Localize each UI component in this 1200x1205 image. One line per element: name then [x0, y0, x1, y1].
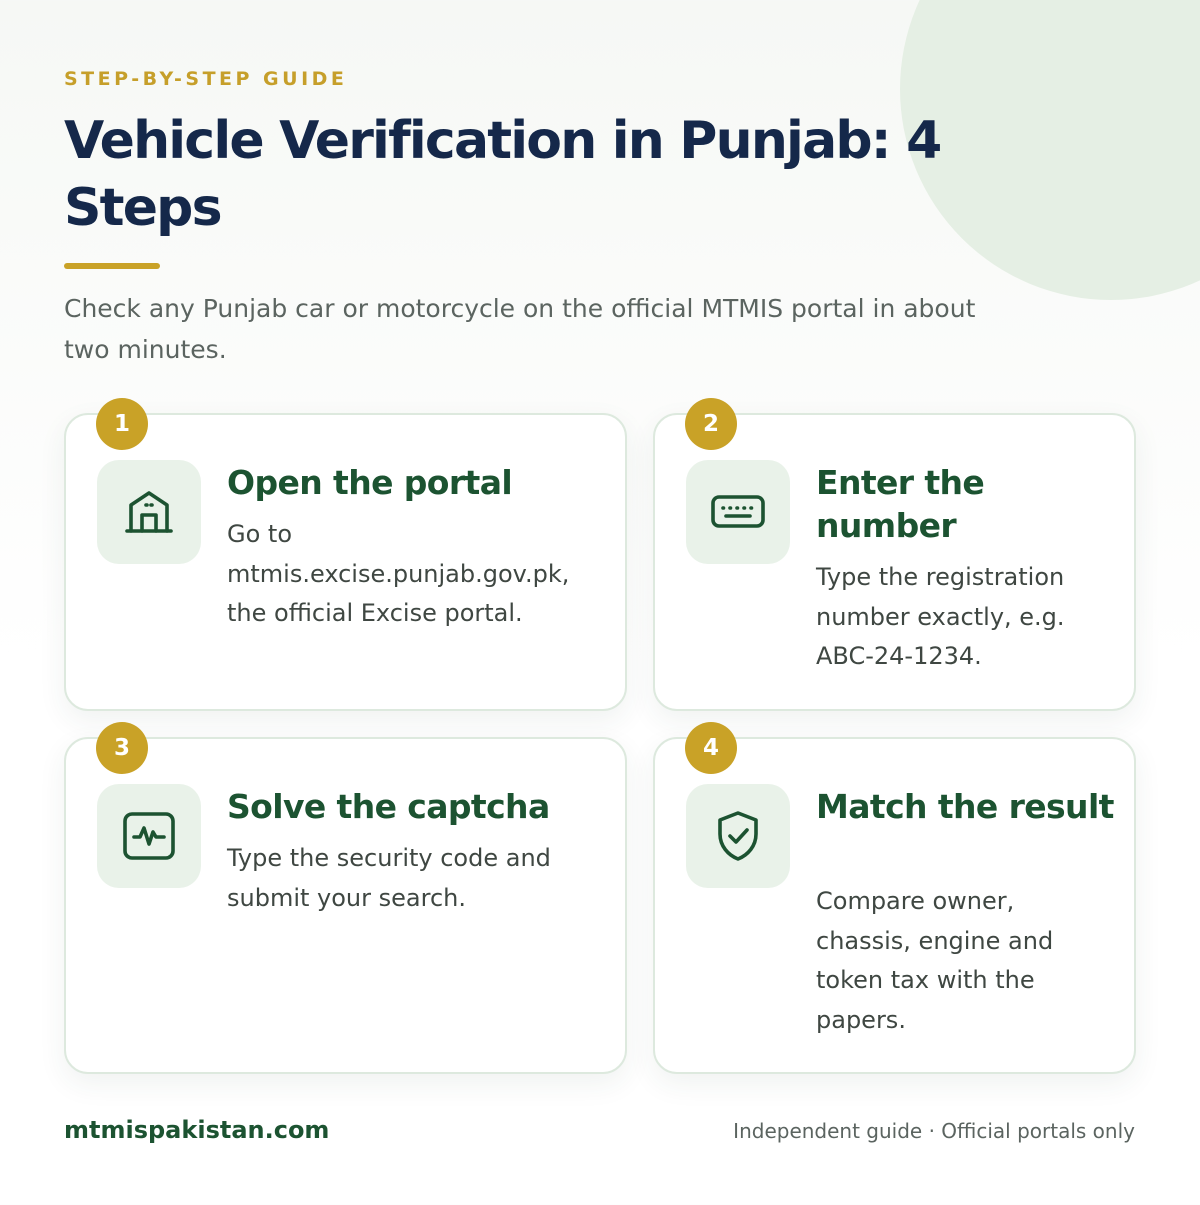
shield-check-icon — [710, 808, 766, 864]
step-card-4 — [653, 737, 1136, 1074]
footer-disclaimer: Independent guide · Official portals only — [733, 1119, 1135, 1143]
icon-tile — [97, 460, 201, 564]
footer-site-link[interactable]: mtmispakistan.com — [64, 1116, 330, 1144]
icon-tile — [686, 460, 790, 564]
title-underline — [64, 263, 160, 269]
keyboard-icon — [710, 484, 766, 540]
step-description: Type the security code and submit your search. — [227, 844, 551, 912]
eyebrow-label: STEP-BY-STEP GUIDE — [64, 68, 348, 90]
building-icon — [121, 484, 177, 540]
step-title: Open the portal — [227, 463, 513, 502]
step-title: Match the result — [816, 787, 1114, 826]
step-title: Solve the captcha — [227, 787, 550, 826]
step-description: Type the registration number exactly, e.g. ABC-24-1234. — [816, 563, 1065, 670]
step-card-1 — [64, 413, 627, 711]
step-description: Compare owner, chassis, engine and token tax with the papers. — [816, 887, 1054, 1034]
step-title: Enter the number — [816, 463, 985, 545]
step-number-badge: 3 — [96, 722, 148, 774]
page-subtitle: Check any Punjab car or motorcycle on the official MTMIS portal in about two minutes. — [64, 294, 976, 364]
page-title: Vehicle Verification in Punjab: 4 Steps — [64, 111, 941, 238]
icon-tile — [686, 784, 790, 888]
step-number-badge: 1 — [96, 398, 148, 450]
captcha-icon — [121, 808, 177, 864]
step-number-badge: 2 — [685, 398, 737, 450]
step-number-badge: 4 — [685, 722, 737, 774]
step-card-3 — [64, 737, 627, 1074]
step-description: Go to mtmis.excise.punjab.gov.pk, the official Excise portal. — [227, 520, 570, 627]
icon-tile — [97, 784, 201, 888]
step-card-2 — [653, 413, 1136, 711]
